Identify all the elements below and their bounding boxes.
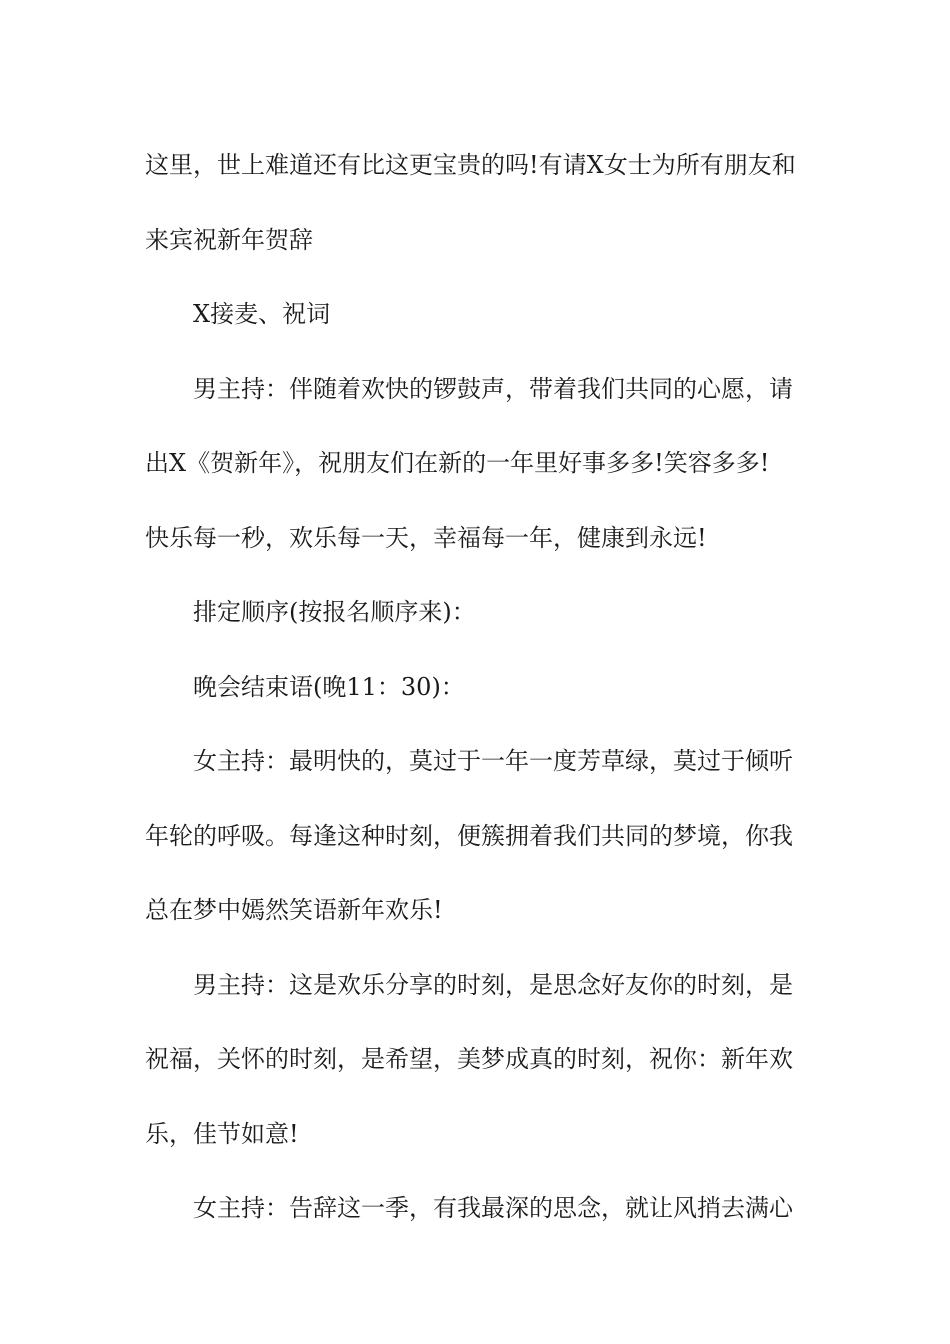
- text-line: 来宾祝新年贺辞: [145, 225, 313, 254]
- text-line: 出X《贺新年》，祝朋友们在新的一年里好事多多!笑容多多!: [145, 449, 770, 477]
- text-line: 快乐每一秒，欢乐每一天，幸福每一年，健康到永远!: [145, 523, 707, 552]
- text-line: 乐，佳节如意!: [145, 1119, 299, 1148]
- text-line: 女主持：最明快的，莫过于一年一度芳草绿，莫过于倾听: [193, 747, 793, 775]
- text-line: 这里，世上难道还有比这更宝贵的吗!有请X女士为所有朋友和: [145, 151, 796, 179]
- document-body: [145, 128, 810, 1246]
- text-line: 晚会结束语(晚11：30)：: [193, 672, 465, 701]
- text-line: 总在梦中嫣然笑语新年欢乐!: [145, 896, 443, 924]
- text-line: 女主持：告辞这一季，有我最深的思念，就让风捎去满心: [193, 1194, 793, 1222]
- text-line: 男主持：这是欢乐分享的时刻，是思念好友你的时刻，是: [193, 970, 793, 999]
- text-line: 年轮的呼吸。每逢这种时刻，便簇拥着我们共同的梦境，你我: [145, 821, 793, 850]
- text-line: 男主持：伴随着欢快的锣鼓声，带着我们共同的心愿，请: [193, 374, 793, 403]
- text-line: 祝福，关怀的时刻，是希望，美梦成真的时刻，祝你：新年欢: [145, 1045, 793, 1073]
- text-line: 排定顺序(按报名顺序来)：: [193, 598, 476, 626]
- text-line: X接麦、祝词: [193, 300, 331, 328]
